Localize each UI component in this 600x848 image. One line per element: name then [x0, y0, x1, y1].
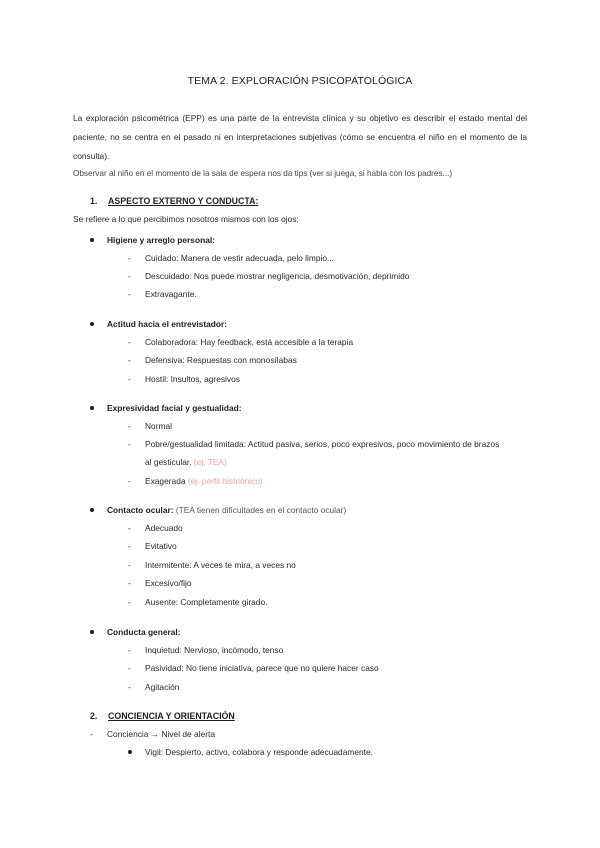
bullet-icon — [90, 630, 94, 634]
section-number: 2. — [90, 711, 98, 721]
section-1-heading — [90, 196, 258, 206]
list-item — [90, 627, 181, 637]
dash-icon: - — [128, 560, 131, 570]
list-item — [90, 235, 215, 245]
section-2-heading — [90, 711, 235, 721]
list-item: - Exagerada (ej. perfil histriónico) — [128, 476, 263, 486]
dash-icon: - — [128, 578, 131, 588]
bullet-icon — [128, 750, 132, 754]
dash-icon: - — [128, 476, 131, 486]
dash-icon: - — [128, 355, 131, 365]
dash-icon: - — [128, 271, 131, 281]
group-label: Higiene y arreglo personal: — [107, 235, 215, 245]
list-item: - Excesivo/fijo — [128, 578, 192, 588]
dash-icon: - — [128, 682, 131, 692]
list-item: - Evitativo — [128, 541, 177, 551]
dash-icon: - — [128, 421, 131, 431]
list-item: - Extravagante. — [128, 289, 197, 299]
observation-paragraph: Observar al niño en el momento de la sala de espera nos da tips (ver si juega, si habla con los padres...) — [73, 169, 453, 178]
list-item: - Cuidado: Manera de vestir adecuada, pelo limpio... — [128, 253, 335, 263]
dash-icon: - — [128, 523, 131, 533]
group-label: Expresividad facial y gestualidad: — [107, 403, 242, 413]
dash-icon: - — [128, 439, 131, 449]
example-note: (ej. perfil histriónico) — [187, 476, 263, 486]
dash-icon: - — [128, 253, 131, 263]
dash-icon: - — [90, 729, 93, 739]
intro-paragraph: La exploración psicométrica (EPP) es una parte de la entrevista clínica y su objetivo es describir el estado mental del paciente, no se centra en el pasado ni en interpretaciones subjetivas (cómo se encuentra el niño en el momento de la consulta). — [73, 113, 527, 161]
list-item: - Normal — [128, 421, 172, 431]
list-item: - Agitación — [128, 682, 180, 692]
dash-icon: - — [128, 597, 131, 607]
group-label: Contacto ocular: — [107, 505, 174, 515]
list-item-continuation: al gesticular. (ej. TEA) — [145, 457, 227, 467]
list-item: - Pasividad: No tiene iniciativa, parece que no quiere hacer caso — [128, 663, 379, 673]
list-item: - Hostil: Insultos, agresivos — [128, 374, 240, 384]
list-item: - Intermitente: A veces te mira, a veces no — [128, 560, 296, 570]
list-item: - Colaboradora: Hay feedback, está accesible a la terapia — [128, 337, 354, 347]
list-item: - Conciencia → Nivel de alerta — [90, 729, 215, 739]
group-note: (TEA tienen dificultades en el contacto ocular) — [175, 505, 347, 515]
dash-icon: - — [128, 337, 131, 347]
list-item: - Inquietud: Nervioso, incómodo, tenso — [128, 645, 284, 655]
bullet-icon — [90, 322, 94, 326]
dash-icon: - — [128, 645, 131, 655]
list-item — [90, 403, 242, 413]
list-item: - Pobre/gestualidad limitada: Actitud pasiva, serios, poco expresivos, poco movimiento de brazos — [128, 439, 500, 449]
bullet-icon — [90, 238, 94, 242]
bullet-icon — [90, 406, 94, 410]
list-item: - Adecuado — [128, 523, 183, 533]
dash-icon: - — [128, 289, 131, 299]
example-note: (ej. TEA) — [193, 457, 227, 467]
dash-icon: - — [128, 541, 131, 551]
group-label: Conducta general: — [107, 627, 181, 637]
section-title: ASPECTO EXTERNO Y CONDUCTA: — [108, 196, 259, 206]
list-item: - Descuidado: Nos puede mostrar negligencia, desmotivación, deprimido — [128, 271, 410, 281]
page-title: TEMA 2. EXPLORACIÓN PSICOPATOLÓGICA — [187, 75, 413, 87]
dash-icon: - — [128, 663, 131, 673]
list-item: - Defensiva: Respuestas con monosílabas — [128, 355, 297, 365]
list-item — [90, 505, 346, 515]
list-item: - Ausente: Completamente girado. — [128, 597, 268, 607]
list-item: Vigil: Despierto, activo, colabora y responde adecuadamente. — [128, 747, 373, 757]
section-number: 1. — [90, 196, 98, 206]
section-title: CONCIENCIA Y ORIENTACIÓN — [108, 711, 235, 721]
bullet-icon — [90, 508, 94, 512]
group-label: Actitud hacia el entrevistador: — [107, 319, 228, 329]
list-item — [90, 319, 227, 329]
section-1-intro: Se refiere a lo que percibimos nosotros mismos con los ojos: — [73, 214, 299, 224]
dash-icon: - — [128, 374, 131, 384]
